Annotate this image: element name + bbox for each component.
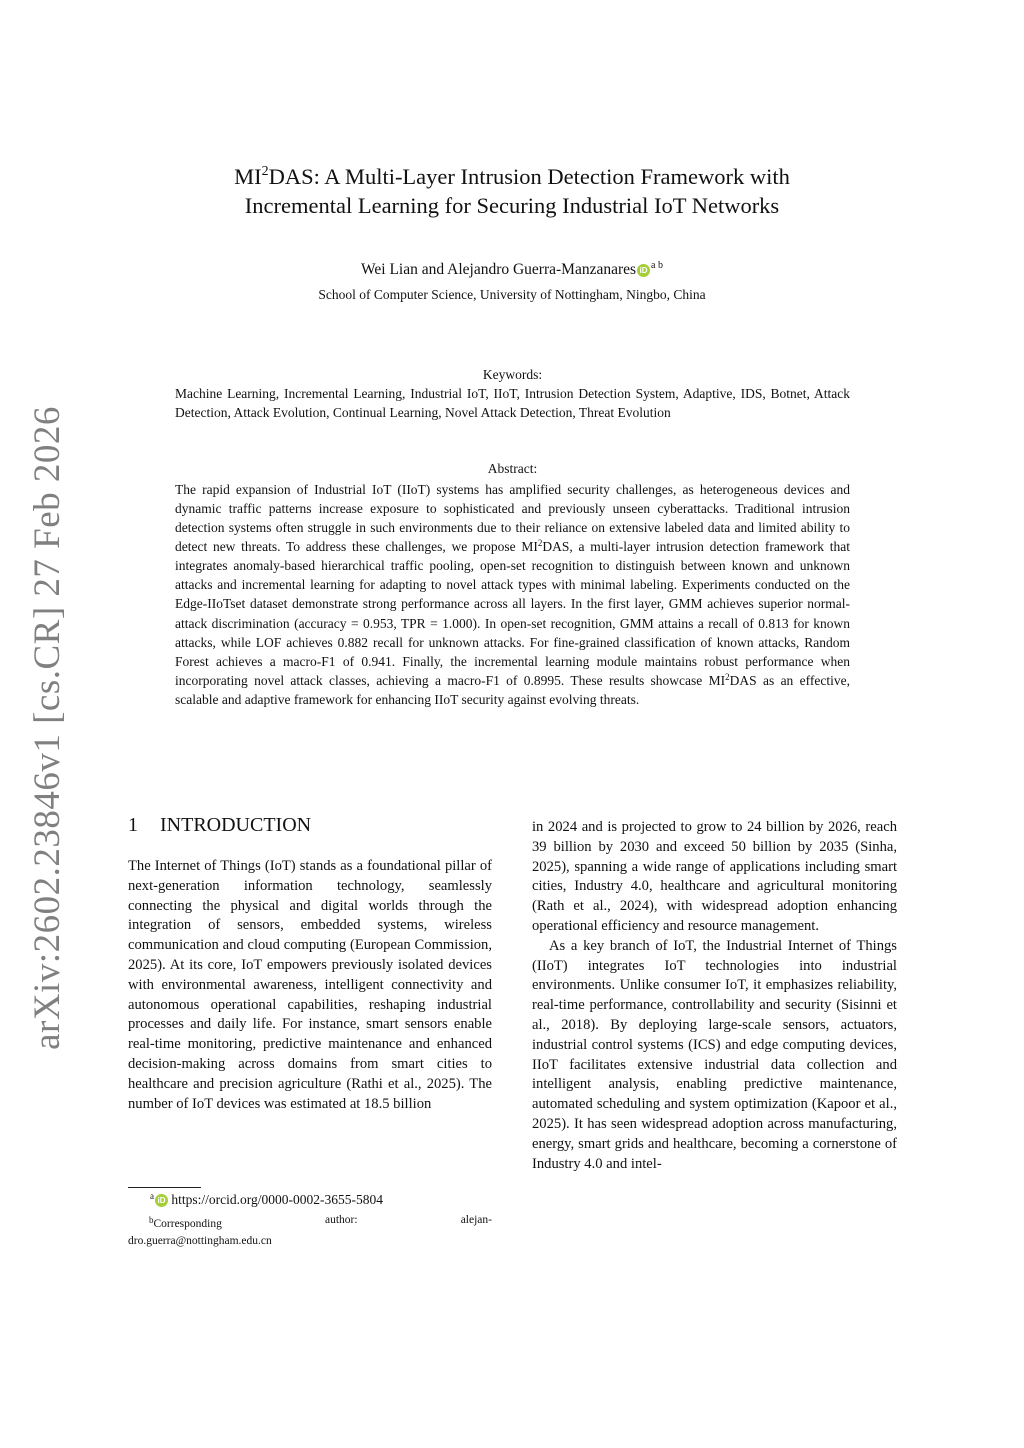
abstract-text: The rapid expansion of Industrial IoT (IIoT) systems has amplified security challenges, as heterogeneous devices and dynamic traffic patterns increase exposure to sophisticated and previously unseen cyberattacks. Traditional intrusion detection systems often struggle in such environments due to their reliance on extensive labeled data and limited ability to detect new threats. To address these challenges, we propose $MI^2DAS$, a multi-layer intrusion detection framework that integrates anomaly-based hierarchical traffic pooling, open-set recognition to distinguish between known and unknown attacks and incremental learning for adapting to novel attack types with minimal labeling. Experiments conducted on the Edge-IIoTset dataset demonstrate strong performance across all layers. In the first layer, GMM achieves superior normal-attack discrimination (accuracy = 0.953, TPR = 1.000). In open-set recognition, GMM attains a recall of 0.813 for known attacks, while LOF achieves 0.882 recall for unknown attacks. For fine-grained classification of known attacks, Random Forest achieves a macro-F1 of 0.941. Finally, the incremental learning module maintains robust performance when incorporating novel attack classes, achieving a macro-F1 of 0.8995. These results showcase $MI^2DAS$ as an effective, scalable and adaptive framework for enhancing IIoT security against evolving threats. — [175, 482, 851, 707]
keywords-heading: Keywords: — [482, 367, 543, 382]
affiliation: School of Computer Science, University of Nottingham, Ningbo, China — [318, 287, 706, 302]
left-column — [128, 857, 492, 1114]
title-line-2: Incremental Learning for Securing Industrial IoT Networks — [244, 193, 780, 218]
section-title: INTRODUCTION — [160, 814, 312, 836]
section-number: 1 — [128, 814, 138, 836]
footnote-orcid: $^a$ iD https://orcid.org/0000-0002-3655-5804 — [150, 1191, 383, 1207]
author-names: Wei Lian and Alejandro Guerra-Manzanares — [361, 261, 637, 278]
keywords-text: Machine Learning, Incremental Learning, Industrial IoT, IIoT, Intrusion Detection System, Adaptive, IDS, Botnet, Attack Detection, Attack Evolution, Continual Learning, Novel Attack Detection, Threat Evolution — [175, 386, 850, 421]
orcid-icon-footnote: iD — [155, 1194, 168, 1207]
arxiv-id-text: arXiv:2602.23846v1 [cs.CR] 27 Feb 2026 — [26, 406, 68, 1050]
orcid-link[interactable]: https://orcid.org/0000-0002-3655-5804 — [171, 1192, 383, 1207]
section-heading-introduction — [128, 814, 311, 837]
footnote-corresponding: $^b$Corresponding author: alejan- dro.guerra@nottingham.edu.cn — [128, 1212, 492, 1250]
intro-paragraph-2: As a key branch of IoT, the Industrial Internet of Things (IIoT) integrates IoT technologies into industrial environments. Unlike consumer IoT, it emphasizes reliability, real-time performance, controllability and security (Sisinni et al., 2018). By deploying large-scale sensors, actuators, industrial control systems (ICS) and edge computing devices, IIoT facilitates extensive industrial data collection and intelligent analysis, enabling predictive maintenance, automated scheduling and system optimization (Kapoor et al., 2025). It has seen widespread adoption across manufacturing, energy, smart grids and healthcare, becoming a cornerstone of Industry 4.0 and intel- — [532, 937, 897, 1172]
author-marks: a b — [651, 260, 663, 271]
corresponding-email[interactable]: dro.guerra@nottingham.edu.cn — [128, 1235, 272, 1247]
footnote-rule — [128, 1187, 201, 1188]
abstract-heading: Abstract: — [487, 461, 538, 476]
arxiv-identifier — [26, 406, 68, 1050]
right-column — [532, 818, 897, 1174]
intro-paragraph-1: The Internet of Things (IoT) stands as a foundational pillar of next-generation information technology, seamlessly connecting the physical and digital worlds through the integration of sensors, embedded systems, wireless communication and cloud computing (European Commission, 2025). At its core, IoT empowers previously isolated devices with environmental awareness, intelligent connectivity and autonomous operational capabilities, reshaping industrial processes and daily life. For instance, smart sensors enable real-time monitoring, predictive maintenance and enhanced decision-making across domains from smart cities to healthcare and precision agriculture (Rathi et al., 2025). The number of IoT devices was estimated at 18.5 billion — [128, 858, 492, 1112]
title-line-1: $MI^2DAS$: A Multi-Layer Intrusion Detection Framework with — [234, 164, 790, 189]
paper-title — [150, 162, 874, 220]
intro-paragraph-1-continued: in 2024 and is projected to grow to 24 billion by 2026, reach 39 billion by 2030 and exceed 50 billion by 2035 (Sinha, 2025), spanning a wide range of applications including smart cities, Industry 4.0, healthcare and agricultural monitoring (Rath et al., 2024), with widespread adoption enhancing operational efficiency and resource management. — [532, 819, 897, 934]
orcid-icon[interactable]: iD — [637, 264, 650, 277]
author-list — [150, 261, 874, 279]
